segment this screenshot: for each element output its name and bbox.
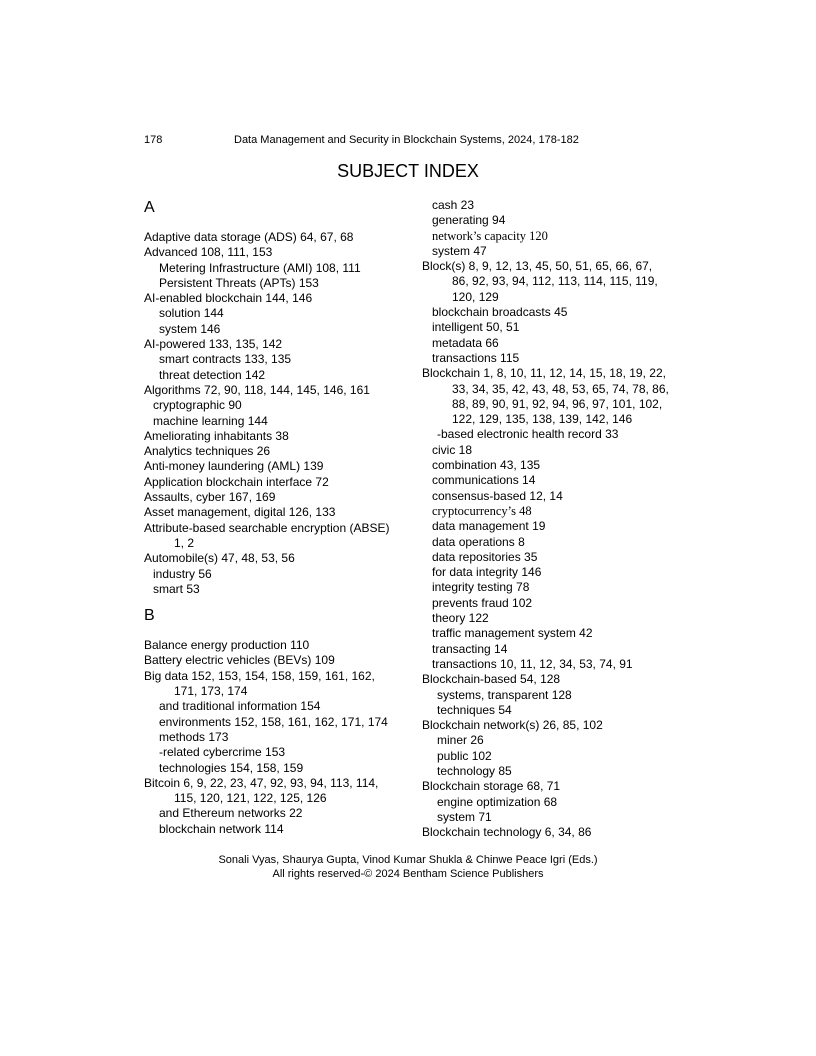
index-entry: Anti-money laundering (AML) 139: [144, 459, 324, 474]
index-subentry: intelligent 50, 51: [432, 320, 520, 335]
index-subentry: system 47: [432, 243, 487, 258]
page-number: 178: [144, 134, 163, 146]
index-entry: Block(s) 8, 9, 12, 13, 45, 50, 51, 65, 66, 67,: [422, 259, 653, 274]
index-subentry: blockchain network 114: [159, 821, 284, 836]
index-column-right: [422, 198, 682, 840]
index-subentry: Persistent Threats (APTs) 153: [159, 275, 319, 290]
section-letter-a: A: [144, 199, 155, 216]
index-entry: Application blockchain interface 72: [144, 474, 329, 489]
index-subentry: data repositories 35: [432, 549, 538, 564]
index-entry-continuation: 33, 34, 35, 42, 43, 48, 53, 65, 74, 78, 86,: [452, 381, 669, 396]
index-subentry: industry 56: [153, 566, 212, 581]
index-entry: Balance energy production 110: [144, 638, 310, 653]
index-subentry: cryptographic 90: [153, 398, 242, 413]
index-entry: Battery electric vehicles (BEVs) 109: [144, 653, 335, 668]
index-subentry: transactions 10, 11, 12, 34, 53, 74, 91: [432, 656, 633, 671]
index-subentry: system 71: [437, 809, 492, 824]
index-subentry: environments 152, 158, 161, 162, 171, 174: [159, 714, 388, 729]
journal-title: Data Management and Security in Blockchain Systems, 2024, 178-182: [234, 134, 579, 146]
index-subentry: technology 85: [437, 763, 512, 778]
index-subentry: threat detection 142: [159, 367, 266, 382]
index-subentry: combination 43, 135: [432, 458, 541, 473]
index-subentry: systems, transparent 128: [437, 687, 572, 702]
index-subentry: smart 53: [153, 581, 200, 596]
index-entry-continuation: 120, 129: [452, 289, 499, 304]
index-entry: Blockchain 1, 8, 10, 11, 12, 14, 15, 18, 19, 22,: [422, 366, 666, 381]
index-entry: Automobile(s) 47, 48, 53, 56: [144, 551, 295, 566]
index-entry: Advanced 108, 111, 153: [144, 245, 273, 260]
index-subentry: integrity testing 78: [432, 580, 530, 595]
index-entry: Blockchain storage 68, 71: [422, 779, 561, 794]
index-entry: Analytics techniques 26: [144, 444, 271, 459]
index-subentry: communications 14: [432, 473, 536, 488]
running-head: [0, 133, 816, 147]
index-entry: Bitcoin 6, 9, 22, 23, 47, 92, 93, 94, 113, 114,: [144, 775, 379, 790]
index-subentry: miner 26: [437, 733, 484, 748]
index-entry: Ameliorating inhabitants 38: [144, 428, 289, 443]
index-entry: Adaptive data storage (ADS) 64, 67, 68: [144, 230, 354, 244]
index-subentry: techniques 54: [437, 702, 512, 717]
index-entry: Big data 152, 153, 154, 158, 159, 161, 162,: [144, 668, 375, 683]
index-entry: AI-powered 133, 135, 142: [144, 337, 283, 352]
index-entry: AI-enabled blockchain 144, 146: [144, 291, 313, 306]
index-subentry: cryptocurrency’s 48: [432, 503, 532, 518]
index-subentry: consensus-based 12, 14: [432, 488, 563, 503]
index-subentry: smart contracts 133, 135: [159, 352, 292, 367]
index-subentry: technologies 154, 158, 159: [159, 760, 304, 775]
footer-rights: All rights reserved-© 2024 Bentham Science Publishers: [272, 868, 544, 880]
index-subentry: public 102: [437, 748, 492, 763]
index-subentry: solution 144: [159, 306, 224, 321]
index-subentry: engine optimization 68: [437, 794, 558, 809]
index-entry-continuation: 122, 129, 135, 138, 139, 142, 146: [452, 412, 633, 427]
index-subentry: theory 122: [432, 611, 489, 626]
index-subentry: -related cybercrime 153: [159, 745, 286, 760]
index-subentry: machine learning 144: [153, 413, 268, 428]
index-entry-continuation: 86, 92, 93, 94, 112, 113, 114, 115, 119,: [452, 274, 658, 289]
index-subentry: methods 173: [159, 729, 229, 744]
index-entry-continuation: 171, 173, 174: [174, 684, 248, 699]
index-subentry: cash 23: [432, 198, 475, 212]
index-subentry: Metering Infrastructure (AMI) 108, 111: [159, 260, 361, 275]
index-entry-continuation: 88, 89, 90, 91, 92, 94, 96, 97, 101, 102,: [452, 396, 663, 411]
index-entry: Assaults, cyber 167, 169: [144, 490, 276, 505]
index-subentry: transacting 14: [432, 641, 508, 656]
index-subentry: prevents fraud 102: [432, 595, 533, 610]
index-column-left: [144, 198, 414, 837]
footer-editors: Sonali Vyas, Shaurya Gupta, Vinod Kumar Shukla & Chinwe Peace Igri (Eds.): [218, 854, 598, 866]
section-letter-b: B: [144, 607, 155, 625]
index-subentry: system 146: [159, 321, 221, 336]
index-entry: Blockchain-based 54, 128: [422, 672, 561, 687]
index-entry: Blockchain network(s) 26, 85, 102: [422, 718, 603, 733]
index-entry: Algorithms 72, 90, 118, 144, 145, 146, 161: [144, 382, 370, 397]
index-subentry: transactions 115: [432, 350, 520, 365]
index-subentry: blockchain broadcasts 45: [432, 305, 568, 320]
index-subentry: data management 19: [432, 519, 546, 534]
page-title: SUBJECT INDEX: [337, 161, 479, 181]
index-subentry: network’s capacity 120: [432, 228, 548, 243]
index-subentry: civic 18: [432, 442, 473, 457]
index-subentry: -based electronic health record 33: [437, 427, 619, 442]
index-subentry: generating 94: [432, 213, 506, 228]
index-subentry: and Ethereum networks 22: [159, 806, 303, 821]
index-subentry: and traditional information 154: [159, 699, 321, 714]
index-subentry: data operations 8: [432, 534, 525, 549]
index-subentry: traffic management system 42: [432, 626, 593, 641]
index-entry-continuation: 115, 120, 121, 122, 125, 126: [174, 791, 327, 806]
index-entry-continuation: 1, 2: [174, 535, 195, 550]
index-entry: Attribute-based searchable encryption (ABSE): [144, 520, 390, 535]
index-subentry: metadata 66: [432, 335, 499, 350]
page-footer: [0, 853, 816, 881]
index-entry: Blockchain technology 6, 34, 86: [422, 825, 592, 840]
index-subentry: for data integrity 146: [432, 565, 542, 580]
index-entry: Asset management, digital 126, 133: [144, 505, 336, 520]
